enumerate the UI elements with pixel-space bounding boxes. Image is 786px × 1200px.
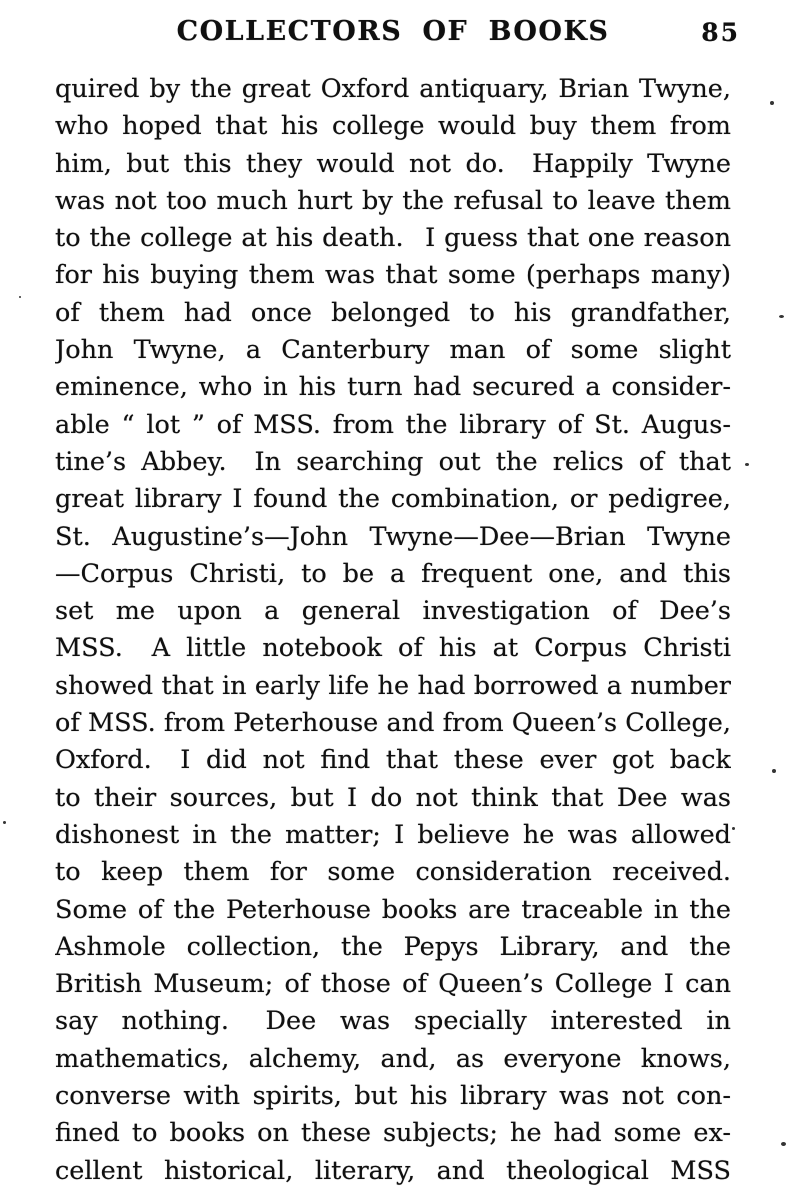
scan-speck (19, 296, 21, 298)
text-line: of them had once belonged to his grandfather, (55, 297, 731, 328)
body-text (55, 71, 731, 1190)
text-line: say nothing. Dee was specially interested in (55, 1006, 731, 1037)
scan-speck (779, 315, 784, 318)
text-line: tine’s Abbey. In searching out the relics of that (55, 446, 731, 477)
text-line: Some of the Peterhouse books are traceable in the (55, 894, 731, 925)
text-line: eminence, who in his turn had secured a consider- (55, 372, 731, 403)
scan-speck (772, 769, 776, 773)
page-number: 85 (701, 18, 740, 47)
text-line: cellent historical, literary, and theological MSS (55, 1155, 731, 1186)
page-title: COLLECTORS OF BOOKS (176, 16, 610, 47)
text-line: fined to books on these subjects; he had some ex- (55, 1118, 731, 1149)
text-line: converse with spirits, but his library was not con- (55, 1081, 731, 1112)
text-line: able “ lot ” of MSS. from the library of St. Augus- (55, 409, 731, 440)
text-line: to their sources, but I do not think that Dee was (55, 782, 731, 813)
text-line: him, but this they would not do. Happily Twyne (55, 148, 731, 179)
text-line: was not too much hurt by the refusal to leave them (55, 185, 731, 216)
text-line: who hoped that his college would buy them from (55, 111, 731, 142)
text-line: Ashmole collection, the Pepys Library, and the (55, 931, 731, 962)
text-line: —Corpus Christi, to be a frequent one, and this (55, 558, 731, 589)
text-line: for his buying them was that some (perhaps many) (55, 260, 731, 291)
scan-speck (732, 827, 735, 830)
text-line: dishonest in the matter; I believe he was allowed (55, 819, 731, 850)
text-line: Oxford. I did not find that these ever got back (55, 745, 731, 776)
scan-speck (3, 821, 6, 824)
text-line: to the college at his death. I guess that one reason (55, 223, 731, 254)
text-line: set me upon a general investigation of Dee’s (55, 596, 731, 627)
text-line: John Twyne, a Canterbury man of some slight (55, 335, 731, 366)
running-header (0, 16, 786, 56)
text-line: quired by the great Oxford antiquary, Brian Twyne, (55, 74, 731, 104)
scan-speck (781, 1142, 786, 1146)
scan-speck (770, 101, 774, 105)
text-line: great library I found the combination, or pedigree, (55, 484, 731, 515)
text-line: of MSS. from Peterhouse and from Queen’s College, (55, 708, 731, 739)
text-line: St. Augustine’s—John Twyne—Dee—Brian Twyne (55, 521, 731, 552)
text-line: British Museum; of those of Queen’s College I can (55, 969, 731, 1000)
scan-speck (745, 463, 749, 466)
text-line: showed that in early life he had borrowed a number (55, 670, 731, 701)
text-line: MSS. A little notebook of his at Corpus Christi (55, 633, 731, 664)
text-line: to keep them for some consideration received. (55, 857, 731, 888)
text-line: mathematics, alchemy, and, as everyone knows, (55, 1043, 731, 1074)
